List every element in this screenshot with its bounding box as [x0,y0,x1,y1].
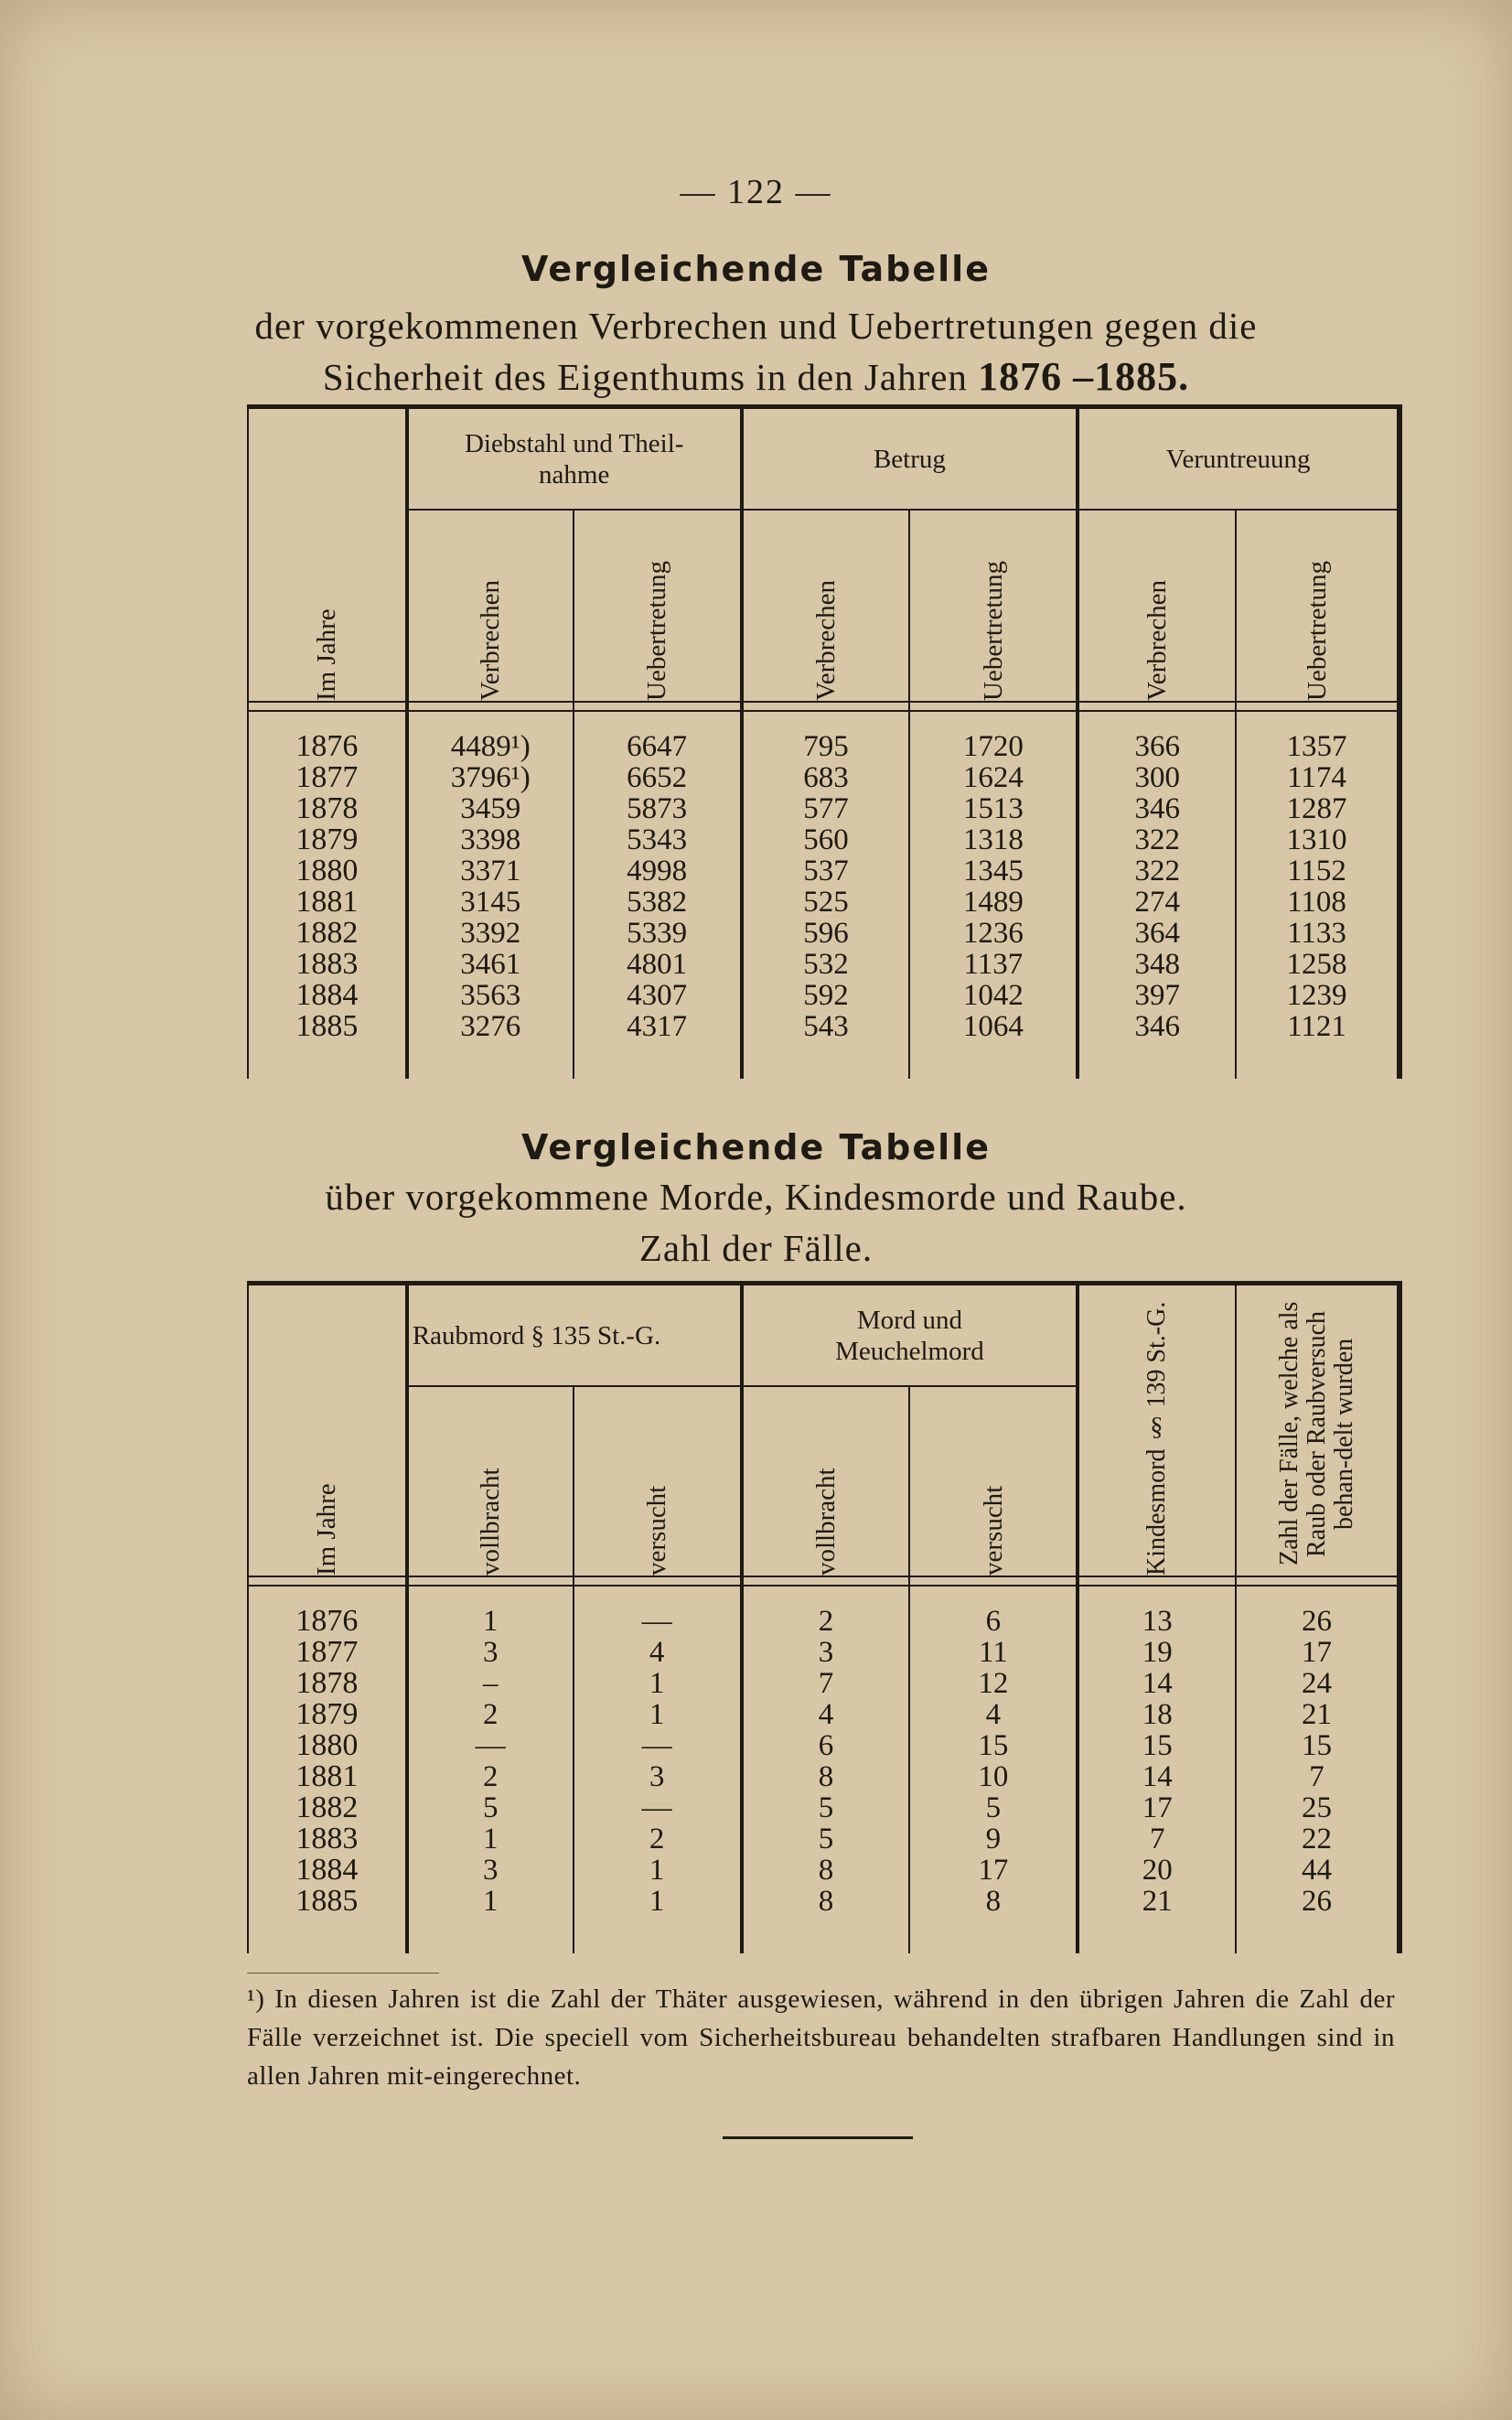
table2-year-cell: 1880 [295,1728,359,1762]
table2-value-cell: 15 [909,1730,1078,1761]
table1-title: Vergleichende Tabelle [521,249,991,289]
table2-value-cell: 18 [1078,1699,1236,1730]
table2-value-cell: 20 [1078,1855,1236,1886]
table1-value-cell: 3563 [407,980,574,1011]
table1-value-cell: 5339 [574,918,742,949]
table2-value-cell: 6 [909,1606,1078,1637]
table2-subheader: versucht [909,1386,1078,1576]
table2-title: Vergleichende Tabelle [521,1127,991,1167]
table1-year-cell: 1885 [295,1009,359,1043]
table2-value-cell: — [407,1730,574,1761]
table1-value-cell: 1318 [909,824,1078,855]
table2-year-cell: 1877 [295,1635,359,1669]
table2-row [249,1823,1397,1855]
table2-value-cell: 2 [407,1761,574,1792]
table1-value-cell: 5873 [574,793,742,824]
table1 [247,404,1402,1079]
table2-value-cell: 1 [407,1823,574,1855]
table2-value-cell: 1 [574,1668,742,1699]
table1-group-betrug: Betrug [742,409,1078,510]
table2-value-cell: 13 [1078,1606,1236,1637]
table2-value-cell: 2 [742,1606,910,1637]
table2-year-cell: 1879 [295,1697,359,1731]
table1-value-cell: 1239 [1236,980,1397,1011]
table1-value-cell: 577 [742,793,910,824]
table1-value-cell: 3392 [407,918,574,949]
table2-subheader: vollbracht [407,1386,574,1576]
table1-value-cell: 1137 [909,949,1078,980]
table2-value-cell: 4 [574,1637,742,1668]
table1-value-cell: 300 [1078,762,1236,793]
table1-value-cell: 346 [1078,793,1236,824]
table1-subtitle-text: Sicherheit des Eigenthums in den Jahren [322,356,968,398]
table1-value-cell: 1042 [909,980,1078,1011]
table2-year-cell: 1884 [295,1853,359,1887]
table1-row [249,731,1397,762]
table2-value-cell: — [574,1606,742,1637]
table2-row [249,1761,1397,1792]
table2-value-cell: 9 [909,1823,1078,1855]
table1-value-cell: 1121 [1236,1011,1397,1042]
table1-value-cell: 1513 [909,793,1078,824]
table1-year-cell: 1884 [295,978,359,1012]
table2-value-cell: 1 [574,1855,742,1886]
table2-value-cell: 1 [574,1886,742,1917]
table2-value-cell: 22 [1236,1823,1397,1855]
table2-row [249,1886,1397,1917]
footnote-rule [247,1973,439,1974]
table1-year-cell: 1883 [295,947,359,981]
table2-value-cell: 17 [909,1855,1078,1886]
table2-group-mord: Mord und Meuchelmord [742,1285,1078,1386]
table1-value-cell: 4998 [574,855,742,887]
table1-value-cell: 537 [742,855,910,887]
table2-value-cell: 1 [407,1886,574,1917]
table2-value-cell: 21 [1078,1886,1236,1917]
table1-subheader: Verbrechen [407,510,574,702]
table2-year-cell: 1878 [295,1666,359,1700]
table1-value-cell: 6647 [574,731,742,762]
table2-value-cell: 7 [742,1668,910,1699]
table1-value-cell: 1174 [1236,762,1397,793]
table1-year-cell: 1878 [295,791,359,825]
table2-kindesmord-header: Kindesmord § 139 St.-G. [1078,1285,1236,1576]
table1-value-cell: 5343 [574,824,742,855]
table2-body [249,1586,1397,1953]
table2-value-cell: 8 [742,1886,910,1917]
table2-value-cell: 14 [1078,1761,1236,1792]
table1-value-cell: 348 [1078,949,1236,980]
table2-row [249,1792,1397,1823]
table2-row [249,1668,1397,1699]
table1-value-cell: 364 [1078,918,1236,949]
table2-value-cell: 3 [407,1637,574,1668]
table1-subheader: Verbrechen [742,510,910,702]
table1-value-cell: 3398 [407,824,574,855]
table2-value-cell: 5 [742,1823,910,1855]
table2-value-cell: 1 [574,1699,742,1730]
table2-value-cell: 14 [1078,1668,1236,1699]
table1-value-cell: 1108 [1236,887,1397,918]
table1-year-header-cell [249,409,407,702]
table1-subheader: Uebertretung [1236,510,1397,702]
table1-year-cell: 1880 [295,854,359,887]
table1-value-cell: 1310 [1236,824,1397,855]
table2-value-cell: 2 [407,1699,574,1730]
table2-value-cell: 11 [909,1637,1078,1668]
table1-body [249,711,1397,1079]
table2-value-cell: 12 [909,1668,1078,1699]
table1-value-cell: 532 [742,949,910,980]
table2-value-cell: 8 [742,1855,910,1886]
table2-year-header-cell [249,1285,407,1576]
table1-value-cell: 1345 [909,855,1078,887]
table1-value-cell: 683 [742,762,910,793]
table1-year-cell: 1876 [295,729,359,763]
table1-subtitle-line2 [0,353,1512,400]
table2-value-cell: 26 [1236,1606,1397,1637]
table1-value-cell: 1489 [909,887,1078,918]
table1-value-cell: 543 [742,1011,910,1042]
table2-value-cell: 1 [407,1606,574,1637]
table2-value-cell: 4 [909,1699,1078,1730]
table1-value-cell: 346 [1078,1011,1236,1042]
table1-row [249,762,1397,793]
table2-value-cell: 5 [742,1792,910,1823]
table2-value-cell: 8 [909,1886,1078,1917]
table2-value-cell: 26 [1236,1886,1397,1917]
table1-value-cell: 3796¹) [407,762,574,793]
table1-value-cell: 4489¹) [407,731,574,762]
table1-value-cell: 3461 [407,949,574,980]
table2-row [249,1699,1397,1730]
table1-row [249,949,1397,980]
table2-subheader: vollbracht [742,1386,910,1576]
footnote: ¹) In diesen Jahren ist die Zahl der Thäter ausgewiesen, während in den übrigen Jahren die Zahl der Fälle verzeichnet ist. Die speciell vom Sicherheitsbureau behandelten strafbaren Handlungen sind in allen Jahren mit-eingerechnet. [247,1984,1395,2091]
table2-value-cell: 3 [574,1761,742,1792]
table2-value-cell: 19 [1078,1637,1236,1668]
table1-value-cell: 274 [1078,887,1236,918]
table1-group-diebstahl: Diebstahl und Theil-nahme [407,409,742,510]
table2-year-cell: 1885 [295,1884,359,1918]
table1-year-header: Im Jahre [312,608,342,701]
table1-year-cell: 1879 [295,823,359,856]
table1-value-cell: 3145 [407,887,574,918]
table1-value-cell: 6652 [574,762,742,793]
table2-year-cell: 1876 [295,1604,359,1638]
table2-zahl-header: Zahl der Fälle, welche als Raub oder Raubversuch behan-delt wurden [1236,1285,1397,1576]
table1-value-cell: 397 [1078,980,1236,1011]
table2-row [249,1637,1397,1668]
table1-value-cell: 592 [742,980,910,1011]
table1-value-cell: 1720 [909,731,1078,762]
table2-value-cell: — [574,1792,742,1823]
table2-value-cell: 5 [909,1792,1078,1823]
table1-value-cell: 3459 [407,793,574,824]
table2-value-cell: 7 [1236,1761,1397,1792]
table1-subtitle-years: 1876 –1885. [978,354,1190,399]
table1-value-cell: 1357 [1236,731,1397,762]
table1-year-cell: 1877 [295,760,359,794]
table2-year-cell: 1883 [295,1822,359,1855]
table1-row [249,918,1397,949]
table2-value-cell: 8 [742,1761,910,1792]
table2-subtitle-line1: über vorgekommene Morde, Kindesmorde und Raube. [325,1176,1187,1218]
table1-subtitle-line1: der vorgekommenen Verbrechen und Uebertretungen gegen die [254,305,1258,347]
table1-value-cell: 5382 [574,887,742,918]
table1-subheader: Verbrechen [1078,510,1236,702]
table1-row [249,855,1397,887]
table1-value-cell: 1258 [1236,949,1397,980]
table1-value-cell: 1133 [1236,918,1397,949]
page-number: — 122 — [680,173,832,211]
table2-year-cell: 1882 [295,1791,359,1824]
table2-value-cell: 17 [1078,1792,1236,1823]
table1-value-cell: 366 [1078,731,1236,762]
table1-value-cell: 525 [742,887,910,918]
table1-value-cell: 322 [1078,855,1236,887]
table2-value-cell: 7 [1078,1823,1236,1855]
table2-value-cell: 44 [1236,1855,1397,1886]
table1-value-cell: 3276 [407,1011,574,1042]
table1-value-cell: 1152 [1236,855,1397,887]
table2-value-cell: 10 [909,1761,1078,1792]
table1-value-cell: 3371 [407,855,574,887]
table2-value-cell: 4 [742,1699,910,1730]
table1-value-cell: 1236 [909,918,1078,949]
table1-value-cell: 560 [742,824,910,855]
table1-group-veruntreuung: Veruntreuung [1078,409,1397,510]
table2-value-cell: 15 [1078,1730,1236,1761]
table2-row [249,1730,1397,1761]
table2-value-cell: 3 [742,1637,910,1668]
table1-value-cell: 795 [742,731,910,762]
table2-value-cell: 21 [1236,1699,1397,1730]
table2-value-cell: 5 [407,1792,574,1823]
table2-value-cell: – [407,1668,574,1699]
table1-row [249,980,1397,1011]
table1-row [249,887,1397,918]
table2 [247,1281,1402,1953]
table2-row [249,1855,1397,1886]
table2-group-raubmord: Raubmord § 135 St.-G. [407,1285,742,1386]
table1-year-cell: 1881 [295,885,359,919]
table2-value-cell: 3 [407,1855,574,1886]
table1-subheader: Uebertretung [909,510,1078,702]
table1-value-cell: 1287 [1236,793,1397,824]
table2-value-cell: 2 [574,1823,742,1855]
table1-value-cell: 596 [742,918,910,949]
table1-value-cell: 1064 [909,1011,1078,1042]
end-rule [723,2136,913,2139]
table2-value-cell: 25 [1236,1792,1397,1823]
table2-value-cell: — [574,1730,742,1761]
table1-row [249,1011,1397,1042]
table1-value-cell: 322 [1078,824,1236,855]
table1-row [249,824,1397,855]
table2-subheader: versucht [574,1386,742,1576]
table2-row [249,1606,1397,1637]
table2-value-cell: 6 [742,1730,910,1761]
table1-row [249,793,1397,824]
table1-value-cell: 4801 [574,949,742,980]
table2-value-cell: 17 [1236,1637,1397,1668]
table1-year-cell: 1882 [295,916,359,950]
table1-subheader: Uebertretung [574,510,742,702]
table2-year-cell: 1881 [295,1759,359,1793]
table2-year-header: Im Jahre [312,1483,342,1576]
table1-value-cell: 4317 [574,1011,742,1042]
table2-value-cell: 15 [1236,1730,1397,1761]
table2-value-cell: 24 [1236,1668,1397,1699]
table1-value-cell: 1624 [909,762,1078,793]
table2-subtitle-line2: Zahl der Fälle. [638,1227,874,1269]
table1-value-cell: 4307 [574,980,742,1011]
